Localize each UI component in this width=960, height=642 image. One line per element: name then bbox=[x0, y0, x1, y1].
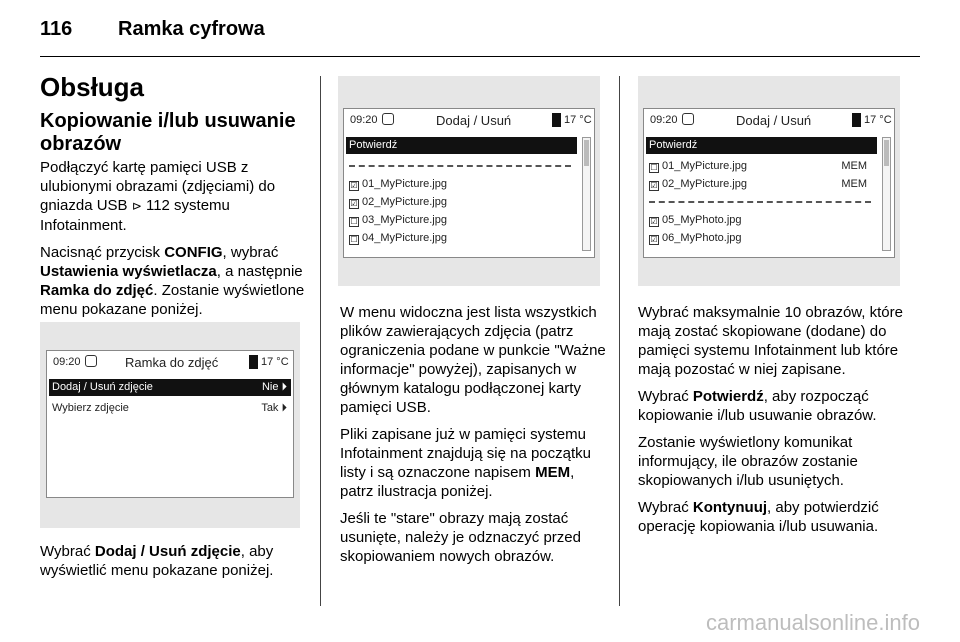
separator-line bbox=[649, 201, 871, 203]
paragraph-2: Nacisnąć przycisk CONFIG, wybrać Ustawienia wyświetlacza, a następnie Ramka do zdjęć. Zostanie wyświetlone menu pokazane poniżej. bbox=[40, 244, 305, 318]
paragraph-3: Wybrać Dodaj / Usuń zdjęcie, aby wyświetlić menu pokazane poniżej. bbox=[40, 543, 274, 579]
status-icon bbox=[682, 113, 694, 125]
temperature: 17 °C bbox=[864, 114, 892, 126]
temperature: 17 °C bbox=[261, 356, 289, 368]
list-item[interactable]: ☑ 05_MyPhoto.jpg bbox=[650, 214, 742, 226]
checkbox-icon: ☑ bbox=[350, 181, 358, 190]
display-screen bbox=[343, 108, 595, 258]
header-rule bbox=[40, 56, 920, 57]
list-item[interactable]: ☑ 02_MyPicture.jpg bbox=[350, 196, 447, 208]
checkbox-icon: ☑ bbox=[650, 181, 658, 190]
checkbox-icon: ☐ bbox=[350, 217, 358, 226]
temperature: 17 °C bbox=[564, 114, 592, 126]
screen-figure-1 bbox=[40, 322, 300, 528]
section-heading: Obsługa bbox=[40, 72, 145, 102]
paragraph-9: Zostanie wyświetlony komunikat informujący, ile obrazów zostanie skopiowanych i/lub usuniętych. bbox=[638, 434, 858, 489]
screen-figure-3 bbox=[638, 76, 900, 286]
scroll-thumb[interactable] bbox=[584, 140, 589, 166]
status-icon bbox=[85, 355, 97, 367]
separator-line bbox=[349, 165, 571, 167]
screen-figure-2 bbox=[338, 76, 600, 286]
status-icon bbox=[382, 113, 394, 125]
confirm-item[interactable]: Potwierdź bbox=[646, 137, 877, 154]
screen-title: Dodaj / Usuń bbox=[436, 113, 512, 128]
checkbox-icon: ☑ bbox=[650, 217, 658, 226]
column-1 bbox=[40, 72, 312, 327]
checkbox-icon: ☑ bbox=[350, 199, 358, 208]
paragraph-6: Jeśli te "stare" obrazy mają zostać usunięte, należy je odznaczyć przed skopiowaniem nowych obrazów. bbox=[340, 510, 581, 565]
paragraph-4: W menu widoczna jest lista wszystkich plików zawierających zdjęcia (patrz ograniczenia podane w punkcie "Ważne informacje" powyżej), zapisanych w głównym katalogu podłączonej karty pamięci USB. bbox=[340, 304, 606, 416]
page-number: 116 bbox=[40, 18, 73, 40]
list-item[interactable]: ☑ 06_MyPhoto.jpg bbox=[650, 232, 742, 244]
checkbox-icon: ☐ bbox=[350, 235, 358, 244]
checkbox-icon: ☐ bbox=[650, 163, 658, 172]
battery-icon bbox=[852, 113, 861, 127]
clock: 09:20 bbox=[350, 114, 378, 126]
paragraph-1: Podłączyć kartę pamięci USB z ulubionymi obrazami (zdjęciami) do gniazda USB ⊳ 112 systemu Infotainment. bbox=[40, 159, 276, 234]
list-item[interactable]: ☐ 03_MyPicture.jpg bbox=[350, 214, 447, 226]
list-item[interactable]: ☑ 02_MyPicture.jpg MEM bbox=[649, 175, 873, 193]
menu-item-add-remove[interactable]: Dodaj / Usuń zdjęcie Nie ⏵ bbox=[49, 379, 291, 396]
list-item[interactable]: ☐ 04_MyPicture.jpg bbox=[350, 232, 447, 244]
column-2 bbox=[340, 303, 608, 574]
scroll-thumb[interactable] bbox=[884, 140, 889, 166]
scrollbar[interactable] bbox=[582, 137, 591, 251]
battery-icon bbox=[552, 113, 561, 127]
clock: 09:20 bbox=[650, 114, 678, 126]
paragraph-5: Pliki zapisane już w pamięci systemu Infotainment znajdują się na początku listy i są oznaczone napisem MEM, patrz ilustracja poniżej. bbox=[340, 426, 591, 500]
column-divider-1 bbox=[320, 76, 321, 606]
mem-badge: MEM bbox=[841, 160, 867, 172]
screen-title: Ramka do zdjęć bbox=[125, 355, 219, 370]
column-divider-2 bbox=[619, 76, 620, 606]
display-screen bbox=[46, 350, 294, 498]
reference-arrow-icon: ⊳ bbox=[131, 199, 142, 213]
clock: 09:20 bbox=[53, 356, 81, 368]
list-item[interactable]: ☐ 01_MyPicture.jpg MEM bbox=[649, 157, 873, 175]
display-screen bbox=[643, 108, 895, 258]
list-item[interactable]: ☑ 01_MyPicture.jpg bbox=[350, 178, 447, 190]
menu-item-select-photo[interactable]: Wybierz zdjęcie Tak ⏵ bbox=[52, 402, 287, 414]
paragraph-10: Wybrać Kontynuuj, aby potwierdzić operację kopiowania i/lub usuwania. bbox=[638, 499, 879, 535]
paragraph-7: Wybrać maksymalnie 10 obrazów, które mają zostać skopiowane (dodane) do pamięci systemu Infotainment lub które mają pozostać w niej zapisane. bbox=[638, 304, 903, 378]
checkbox-icon: ☑ bbox=[650, 235, 658, 244]
column-3 bbox=[638, 303, 910, 544]
paragraph-8: Wybrać Potwierdź, aby rozpocząć kopiowanie i/lub usuwanie obrazów. bbox=[638, 388, 877, 424]
watermark: carmanualsonline.info bbox=[705, 610, 920, 635]
scrollbar[interactable] bbox=[882, 137, 891, 251]
confirm-item[interactable]: Potwierdź bbox=[346, 137, 577, 154]
mem-badge: MEM bbox=[841, 178, 867, 190]
column-1-bottom bbox=[40, 542, 312, 588]
screen-title: Dodaj / Usuń bbox=[736, 113, 812, 128]
battery-icon bbox=[249, 355, 258, 369]
page-reference: 112 systemu Infotainment. bbox=[40, 197, 230, 234]
chapter-title: Ramka cyfrowa bbox=[118, 18, 265, 40]
subsection-heading: Kopiowanie i/lub usuwanie obrazów bbox=[40, 110, 296, 155]
